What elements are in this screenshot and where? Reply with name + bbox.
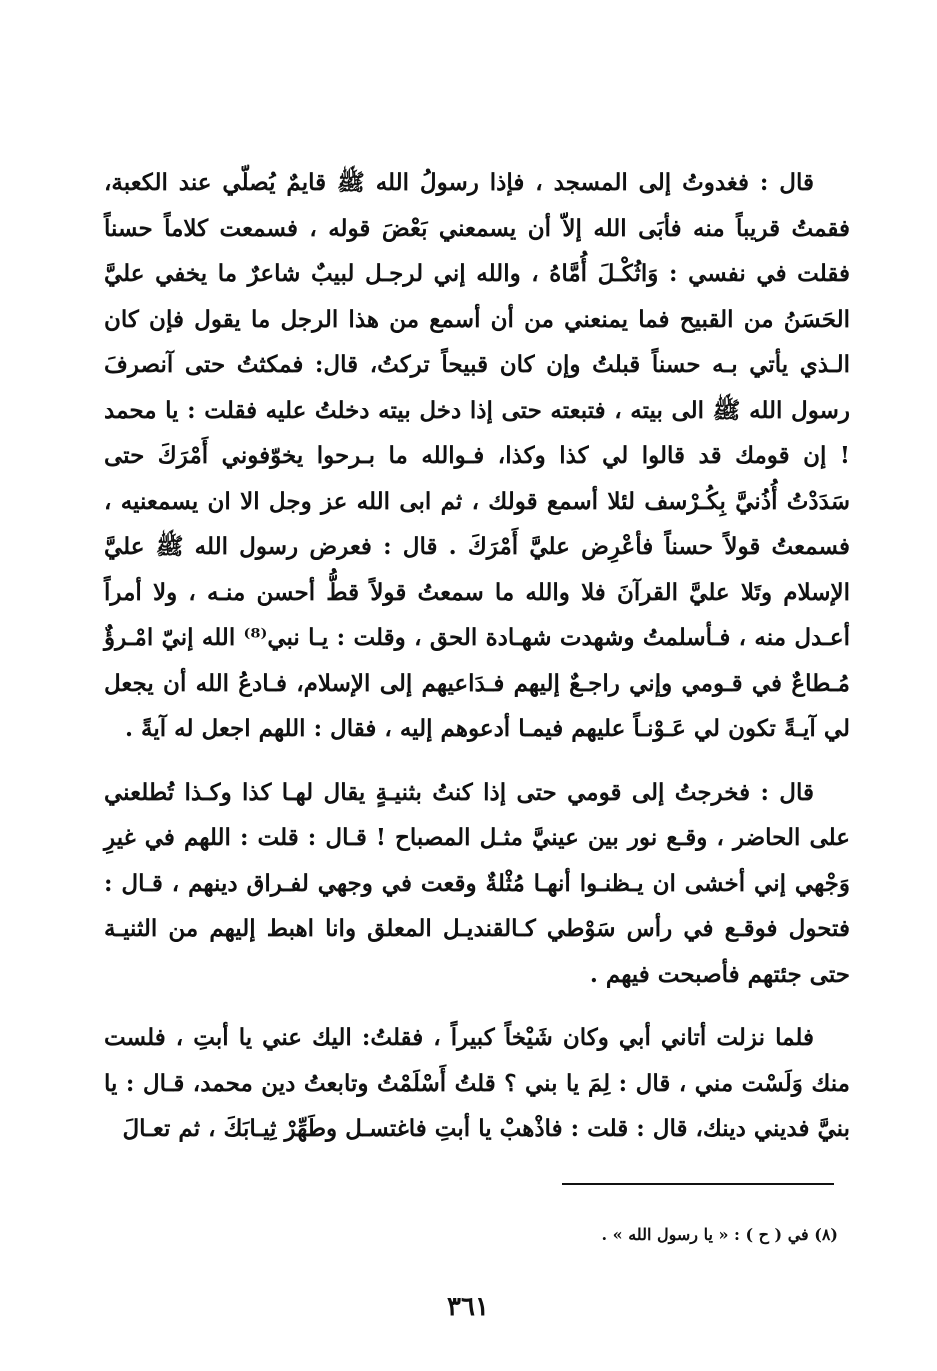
paragraph-2: قال : فخرجتُ إلى قومي حتى إذا كنتُ بثنيـةٍ يقال لهـا كذا وكـذا تُطلعني على الحاضر ، وقـع نور بين عينيَّ مثـل المصباح ! قـال : قلت : اللهم في غيرِ وَجْهي إني أخشى ان يـظنـوا أنهـا مُثْلةٌ وقعت في وجهي لفـراق دينهم ، قـال : فتحول فوقـع في رأس سَوْطي كـالقنديـل المعلق وانا اهبط إليهم من الثنيـة حتى جئتهم فأصبحت فيهم .	[104, 778, 850, 988]
paragraph-1: قال : فغدوتُ إلى المسجد ، فإذا رسولُ الله ﷺ قايمٌ يُصلّي عند الكعبة، فقمتُ قريباً منه فأبَى الله إلاّ أن يسمعني بَعْضَ قوله ، فسمعت كلاماً حسناً فقلت في نفسي : وَاثُكْـلَ أُمَّاهُ ، والله إني لرجـل لبيبٌ شاعرٌ ما يخفي عليَّ الحَسَنُ من القبيح فما يمنعني من أن أسمع من هذا الرجل ما يقول فإن كان الـذي يأتي بـه حسناً قبلتُ وإن كان قبيحاً تركتُ، قال: فمكثتُ حتى آنصرفَ رسول الله ﷺ الى بيته ، فتبعته حتى إذا دخل بيته دخلتُ عليه فقلت : يا محمد ! إن قومك قد قالوا لي كذا وكذا، فـوالله ما بـرحوا يخوّفوني أَمْرَكَ حتى سَدَدْتُ أُذُنيَّ بِكُـرْسف لئلا أسمع قولك ، ثم ابى الله عز وجل الا ان يسمعنيه ، فسمعتُ قولاً حسناً فأعْرِض عليَّ أَمْرَكَ . قال : فعرض رسول الله ﷺ عليَّ الإسلام وتَلا عليَّ القرآنَ فلا والله ما سمعتُ قولاً قطُّ أحسن منـه ، ولا أمراً أعـدل منه ، فـأسلمتُ وشهدت شهـادة الحق ، وقلت : يـا نبي⁽⁸⁾ الله إنيّ امْـرؤٌ مُـطاعٌ في قـومي وإني راجـعٌ إليهم فـدَاعيهم إلى الإسلام، فـادعُ الله أن يجعل لي آيـةً تكون لي عَـوْنـاً عليهم فيمـا أدعوهم إليه ، فقال : اللهم اجعل له آيةً .	[104, 169, 850, 742]
footnote-separator	[562, 1183, 834, 1185]
paragraph-3: فلما نزلت أتاني أبي وكان شَيْخاً كبيراً ، فقلتُ: اليك عني يا أبتِ ، فلست منك وَلَسْت مني ، قال : لِمَ يا بني ؟ قلتُ أَسْلَمْتُ وتابعتُ دين محمد، قـال : يا بنيَّ فديني دينك، قال : قلت : فاذْهبْ يا أبتِ فاغتسـل وطَهِّرْ ثِيـابَكَ ، ثم تعـالَ	[104, 1024, 850, 1142]
footnote: (٨) في ( ح ) : « يا رسول الله » .	[601, 1225, 838, 1244]
main-text	[104, 160, 850, 1152]
page-number: ٣٦١	[447, 1292, 489, 1322]
